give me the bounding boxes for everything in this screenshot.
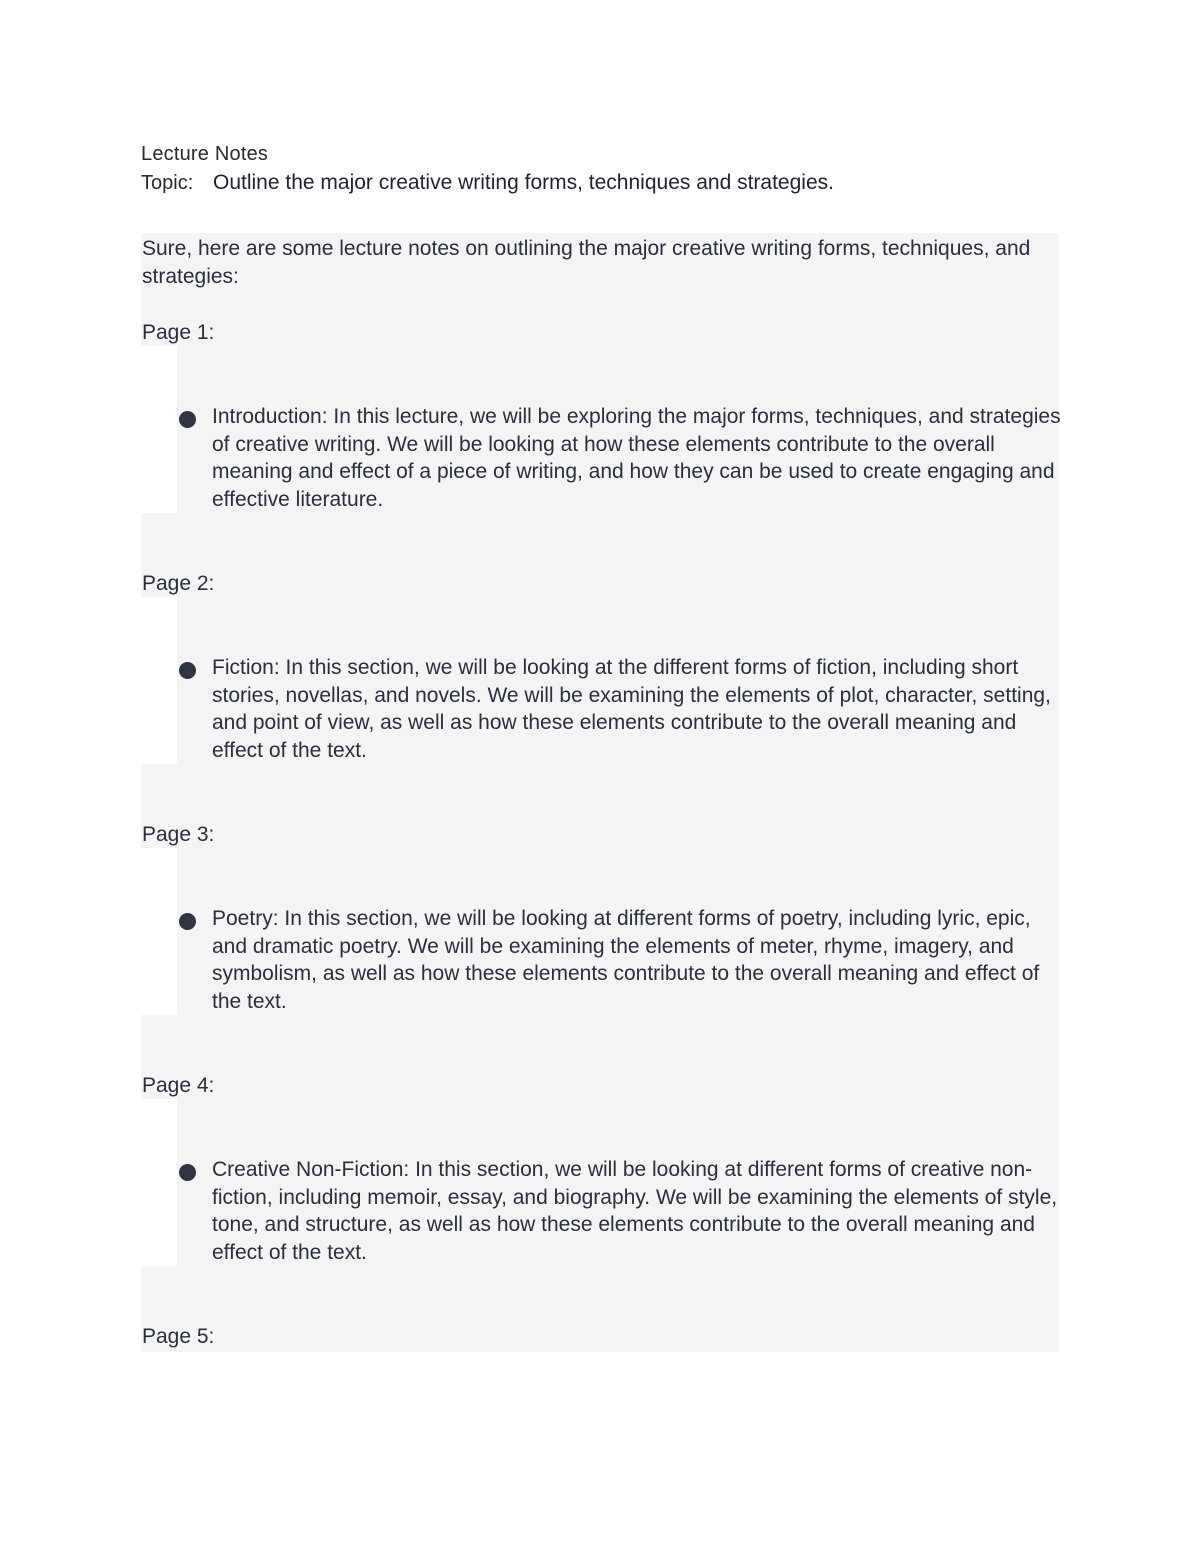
bullet-icon <box>179 662 196 679</box>
page-label: Page 5: <box>142 1325 215 1348</box>
document-title: Lecture Notes <box>141 143 269 165</box>
page-label: Page 3: <box>142 823 215 846</box>
bullet-icon <box>179 411 196 428</box>
bullet-text: Creative Non-Fiction: In this section, we will be looking at different forms of creative non-fiction, including memoir, essay, and biography. We will be examining the elements of style, tone, and structure, as well as how these elements contribute to the overall meaning and effect of the text. <box>212 1158 1058 1264</box>
document-header <box>141 140 1121 198</box>
page-label: Page 4: <box>142 1074 215 1097</box>
bullet-icon <box>179 913 196 930</box>
bullet-icon <box>179 1164 196 1181</box>
bullet-text: Poetry: In this section, we will be looking at different forms of poetry, including lyric, epic, and dramatic poetry. We will be examining the elements of meter, rhyme, imagery, and symbolism, as well as how these elements contribute to the overall meaning and effect of the text. <box>212 907 1040 1013</box>
bullet-text: Introduction: In this lecture, we will be exploring the major forms, techniques, and strategies of creative writing. We will be looking at how these elements contribute to the overall meaning and effect of a piece of writing, and how they can be used to create engaging and effective literature. <box>212 405 1061 511</box>
intro-paragraph: Sure, here are some lecture notes on outlining the major creative writing forms, techniques, and strategies: <box>142 237 1031 288</box>
notes-panel <box>141 233 1059 1352</box>
topic-line <box>141 168 1121 198</box>
page-label: Page 2: <box>142 572 215 595</box>
bullet-text: Fiction: In this section, we will be looking at the different forms of fiction, including short stories, novellas, and novels. We will be examining the elements of plot, character, setting, and point of view, as well as how these elements contribute to the overall meaning and effect of the text. <box>212 656 1051 762</box>
page-label: Page 1: <box>142 321 215 344</box>
indent-gap <box>141 1099 177 1266</box>
topic-text: Outline the major creative writing forms, techniques and strategies. <box>213 171 834 194</box>
indent-gap <box>141 848 177 1015</box>
indent-gap <box>141 346 177 513</box>
indent-gap <box>141 597 177 764</box>
topic-label: Topic: <box>141 172 194 194</box>
